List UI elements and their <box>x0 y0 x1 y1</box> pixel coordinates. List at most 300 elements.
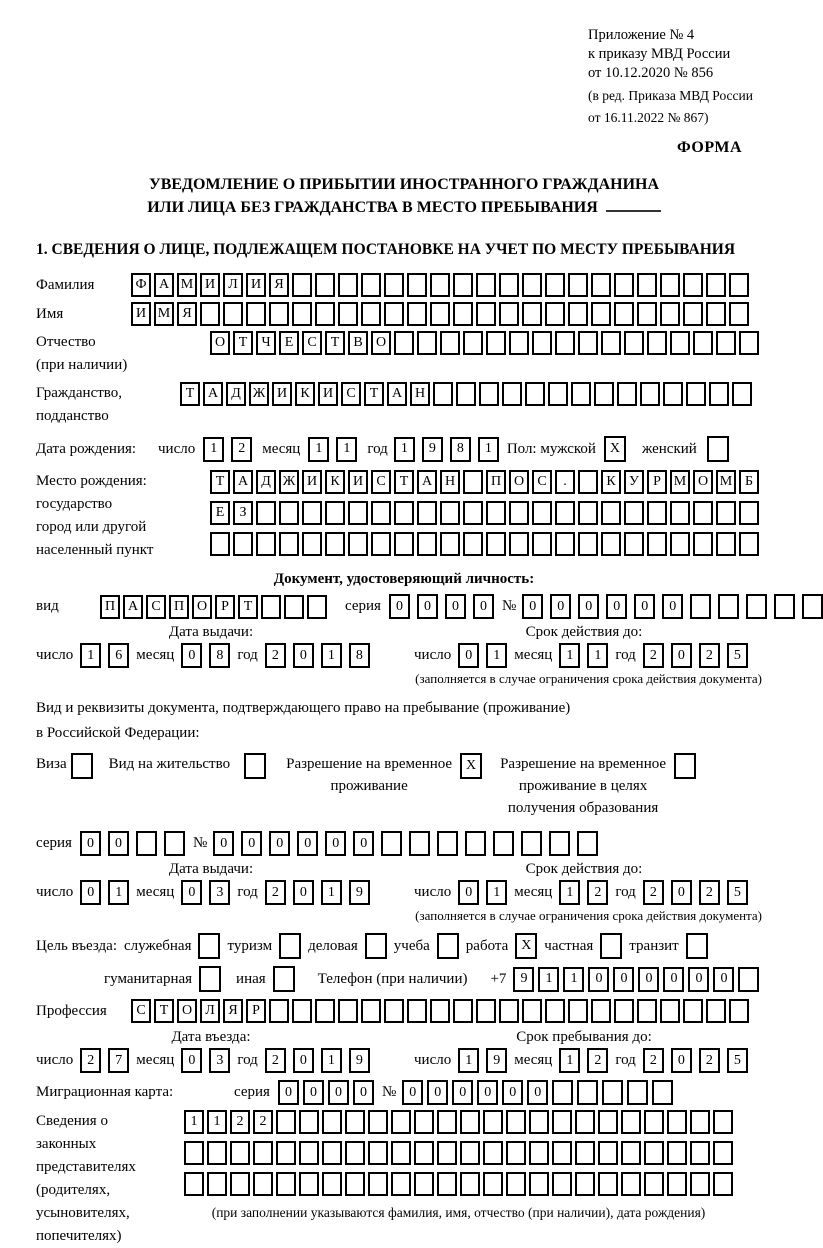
char-cell[interactable] <box>555 532 575 556</box>
char-cell[interactable] <box>361 999 381 1023</box>
char-cell[interactable] <box>660 273 680 297</box>
char-cell[interactable] <box>637 999 657 1023</box>
char-cell[interactable] <box>276 1141 296 1165</box>
char-cell[interactable] <box>256 532 276 556</box>
char-cell[interactable]: 0 <box>671 880 692 905</box>
char-cell[interactable]: 2 <box>265 643 286 668</box>
char-cell[interactable]: Т <box>154 999 174 1023</box>
char-cell[interactable]: С <box>302 331 322 355</box>
char-cell[interactable] <box>302 532 322 556</box>
char-cell[interactable] <box>713 1172 733 1196</box>
char-cell[interactable]: З <box>233 501 253 525</box>
char-cell[interactable] <box>739 501 759 525</box>
char-cell[interactable] <box>729 999 749 1023</box>
char-cell[interactable] <box>384 273 404 297</box>
char-cell[interactable]: 0 <box>297 831 318 856</box>
char-cell[interactable] <box>433 382 453 406</box>
char-cell[interactable]: 2 <box>231 437 252 462</box>
char-cell[interactable] <box>602 1080 623 1105</box>
char-cell[interactable] <box>614 999 634 1023</box>
char-cell[interactable] <box>600 933 622 959</box>
char-cell[interactable] <box>802 594 823 619</box>
char-cell[interactable] <box>598 1172 618 1196</box>
char-cell[interactable] <box>384 999 404 1023</box>
char-cell[interactable] <box>667 1172 687 1196</box>
char-cell[interactable] <box>690 594 711 619</box>
char-cell[interactable]: 0 <box>663 967 684 992</box>
char-cell[interactable] <box>707 436 729 462</box>
char-cell[interactable]: 1 <box>394 437 415 462</box>
char-cell[interactable]: 0 <box>427 1080 448 1105</box>
char-cell[interactable] <box>299 1110 319 1134</box>
char-cell[interactable] <box>532 532 552 556</box>
char-cell[interactable] <box>276 1172 296 1196</box>
char-cell[interactable] <box>614 273 634 297</box>
char-cell[interactable]: 2 <box>230 1110 250 1134</box>
char-cell[interactable]: У <box>624 470 644 494</box>
char-cell[interactable]: Н <box>440 470 460 494</box>
char-cell[interactable] <box>361 302 381 326</box>
char-cell[interactable]: Е <box>210 501 230 525</box>
char-cell[interactable] <box>483 1110 503 1134</box>
char-cell[interactable]: О <box>192 595 212 619</box>
char-cell[interactable]: 1 <box>559 1048 580 1073</box>
char-cell[interactable] <box>706 273 726 297</box>
char-cell[interactable] <box>746 594 767 619</box>
char-cell[interactable] <box>365 933 387 959</box>
char-cell[interactable]: М <box>177 273 197 297</box>
char-cell[interactable] <box>683 999 703 1023</box>
char-cell[interactable]: К <box>295 382 315 406</box>
char-cell[interactable] <box>414 1110 434 1134</box>
char-cell[interactable]: А <box>203 382 223 406</box>
char-cell[interactable]: X <box>515 933 537 959</box>
char-cell[interactable] <box>71 753 93 779</box>
char-cell[interactable]: Д <box>226 382 246 406</box>
char-cell[interactable]: И <box>348 470 368 494</box>
char-cell[interactable] <box>621 1141 641 1165</box>
char-cell[interactable]: 0 <box>613 967 634 992</box>
char-cell[interactable]: 2 <box>643 643 664 668</box>
char-cell[interactable]: 1 <box>207 1110 227 1134</box>
char-cell[interactable] <box>532 331 552 355</box>
char-cell[interactable] <box>522 302 542 326</box>
char-cell[interactable] <box>322 1110 342 1134</box>
char-cell[interactable] <box>502 382 522 406</box>
char-cell[interactable]: А <box>417 470 437 494</box>
char-cell[interactable]: 1 <box>203 437 224 462</box>
char-cell[interactable] <box>522 273 542 297</box>
char-cell[interactable] <box>368 1141 388 1165</box>
char-cell[interactable] <box>578 331 598 355</box>
char-cell[interactable]: А <box>387 382 407 406</box>
char-cell[interactable]: 1 <box>336 437 357 462</box>
char-cell[interactable] <box>279 501 299 525</box>
char-cell[interactable]: 0 <box>325 831 346 856</box>
char-cell[interactable] <box>299 1172 319 1196</box>
char-cell[interactable]: Т <box>394 470 414 494</box>
char-cell[interactable] <box>453 273 473 297</box>
char-cell[interactable] <box>269 302 289 326</box>
char-cell[interactable] <box>506 1141 526 1165</box>
char-cell[interactable] <box>716 331 736 355</box>
char-cell[interactable] <box>716 532 736 556</box>
char-cell[interactable] <box>591 302 611 326</box>
char-cell[interactable]: 0 <box>328 1080 349 1105</box>
char-cell[interactable] <box>391 1110 411 1134</box>
char-cell[interactable]: А <box>154 273 174 297</box>
char-cell[interactable] <box>322 1172 342 1196</box>
char-cell[interactable]: 1 <box>321 1048 342 1073</box>
char-cell[interactable] <box>568 273 588 297</box>
char-cell[interactable] <box>460 1110 480 1134</box>
char-cell[interactable] <box>368 1110 388 1134</box>
char-cell[interactable] <box>670 532 690 556</box>
char-cell[interactable] <box>621 1110 641 1134</box>
char-cell[interactable]: 0 <box>550 594 571 619</box>
char-cell[interactable] <box>230 1141 250 1165</box>
char-cell[interactable] <box>552 1110 572 1134</box>
char-cell[interactable]: Е <box>279 331 299 355</box>
char-cell[interactable] <box>273 966 295 992</box>
char-cell[interactable] <box>644 1110 664 1134</box>
char-cell[interactable] <box>713 1110 733 1134</box>
char-cell[interactable] <box>709 382 729 406</box>
char-cell[interactable] <box>391 1141 411 1165</box>
char-cell[interactable] <box>621 1172 641 1196</box>
char-cell[interactable] <box>660 999 680 1023</box>
char-cell[interactable]: Т <box>210 470 230 494</box>
char-cell[interactable] <box>414 1172 434 1196</box>
char-cell[interactable] <box>601 331 621 355</box>
char-cell[interactable] <box>690 1110 710 1134</box>
char-cell[interactable]: 0 <box>353 1080 374 1105</box>
char-cell[interactable] <box>371 501 391 525</box>
char-cell[interactable] <box>269 999 289 1023</box>
char-cell[interactable]: Д <box>256 470 276 494</box>
char-cell[interactable] <box>391 1172 411 1196</box>
char-cell[interactable] <box>244 753 266 779</box>
char-cell[interactable] <box>325 532 345 556</box>
char-cell[interactable] <box>552 1141 572 1165</box>
char-cell[interactable]: 1 <box>108 880 129 905</box>
char-cell[interactable] <box>394 501 414 525</box>
char-cell[interactable] <box>302 501 322 525</box>
char-cell[interactable]: Ф <box>131 273 151 297</box>
char-cell[interactable] <box>437 831 458 856</box>
char-cell[interactable] <box>338 302 358 326</box>
char-cell[interactable] <box>223 302 243 326</box>
char-cell[interactable] <box>532 501 552 525</box>
char-cell[interactable] <box>729 302 749 326</box>
char-cell[interactable] <box>292 999 312 1023</box>
char-cell[interactable]: Л <box>200 999 220 1023</box>
char-cell[interactable]: 2 <box>80 1048 101 1073</box>
char-cell[interactable]: 0 <box>588 967 609 992</box>
char-cell[interactable]: 0 <box>213 831 234 856</box>
char-cell[interactable]: 0 <box>671 643 692 668</box>
char-cell[interactable] <box>381 831 402 856</box>
char-cell[interactable] <box>693 331 713 355</box>
char-cell[interactable]: С <box>341 382 361 406</box>
char-cell[interactable]: Ж <box>279 470 299 494</box>
char-cell[interactable]: 0 <box>181 1048 202 1073</box>
char-cell[interactable]: М <box>716 470 736 494</box>
char-cell[interactable] <box>345 1141 365 1165</box>
char-cell[interactable] <box>453 999 473 1023</box>
char-cell[interactable] <box>456 382 476 406</box>
char-cell[interactable]: 1 <box>308 437 329 462</box>
char-cell[interactable]: 2 <box>587 880 608 905</box>
char-cell[interactable]: О <box>210 331 230 355</box>
char-cell[interactable] <box>594 382 614 406</box>
char-cell[interactable]: 1 <box>587 643 608 668</box>
char-cell[interactable] <box>509 331 529 355</box>
char-cell[interactable] <box>706 302 726 326</box>
char-cell[interactable] <box>652 1080 673 1105</box>
char-cell[interactable]: 0 <box>458 880 479 905</box>
char-cell[interactable]: X <box>604 436 626 462</box>
char-cell[interactable] <box>577 1080 598 1105</box>
char-cell[interactable]: 0 <box>578 594 599 619</box>
char-cell[interactable] <box>233 532 253 556</box>
char-cell[interactable] <box>198 933 220 959</box>
char-cell[interactable]: 5 <box>727 1048 748 1073</box>
char-cell[interactable]: 1 <box>184 1110 204 1134</box>
char-cell[interactable]: 0 <box>638 967 659 992</box>
char-cell[interactable]: 0 <box>269 831 290 856</box>
char-cell[interactable] <box>486 532 506 556</box>
char-cell[interactable] <box>738 967 759 992</box>
char-cell[interactable]: О <box>509 470 529 494</box>
char-cell[interactable] <box>598 1110 618 1134</box>
char-cell[interactable]: 1 <box>559 880 580 905</box>
char-cell[interactable] <box>453 302 473 326</box>
char-cell[interactable] <box>246 302 266 326</box>
char-cell[interactable] <box>325 501 345 525</box>
char-cell[interactable]: 0 <box>713 967 734 992</box>
char-cell[interactable]: 3 <box>209 880 230 905</box>
char-cell[interactable]: О <box>371 331 391 355</box>
char-cell[interactable]: 0 <box>688 967 709 992</box>
char-cell[interactable]: В <box>348 331 368 355</box>
char-cell[interactable]: П <box>486 470 506 494</box>
char-cell[interactable] <box>683 273 703 297</box>
char-cell[interactable]: 0 <box>108 831 129 856</box>
char-cell[interactable]: 0 <box>181 880 202 905</box>
char-cell[interactable] <box>601 532 621 556</box>
char-cell[interactable] <box>463 470 483 494</box>
char-cell[interactable] <box>199 966 221 992</box>
char-cell[interactable] <box>739 331 759 355</box>
char-cell[interactable]: 0 <box>181 643 202 668</box>
char-cell[interactable] <box>483 1141 503 1165</box>
char-cell[interactable]: 1 <box>486 880 507 905</box>
char-cell[interactable] <box>361 273 381 297</box>
char-cell[interactable]: 2 <box>265 1048 286 1073</box>
char-cell[interactable] <box>299 1141 319 1165</box>
char-cell[interactable] <box>338 273 358 297</box>
char-cell[interactable]: И <box>318 382 338 406</box>
char-cell[interactable] <box>568 302 588 326</box>
char-cell[interactable] <box>640 382 660 406</box>
char-cell[interactable]: О <box>693 470 713 494</box>
char-cell[interactable] <box>136 831 157 856</box>
char-cell[interactable] <box>644 1172 664 1196</box>
char-cell[interactable] <box>529 1110 549 1134</box>
char-cell[interactable]: 0 <box>527 1080 548 1105</box>
char-cell[interactable] <box>493 831 514 856</box>
char-cell[interactable]: 1 <box>563 967 584 992</box>
char-cell[interactable]: 2 <box>253 1110 273 1134</box>
char-cell[interactable]: 0 <box>293 1048 314 1073</box>
char-cell[interactable]: 1 <box>486 643 507 668</box>
char-cell[interactable] <box>371 532 391 556</box>
char-cell[interactable] <box>460 1172 480 1196</box>
char-cell[interactable]: И <box>246 273 266 297</box>
char-cell[interactable] <box>670 501 690 525</box>
char-cell[interactable] <box>384 302 404 326</box>
char-cell[interactable] <box>552 1080 573 1105</box>
char-cell[interactable]: 0 <box>445 594 466 619</box>
char-cell[interactable] <box>647 501 667 525</box>
char-cell[interactable] <box>292 302 312 326</box>
char-cell[interactable]: Т <box>238 595 258 619</box>
char-cell[interactable] <box>575 1141 595 1165</box>
char-cell[interactable]: 2 <box>643 1048 664 1073</box>
char-cell[interactable] <box>693 532 713 556</box>
char-cell[interactable]: Р <box>246 999 266 1023</box>
char-cell[interactable]: 0 <box>402 1080 423 1105</box>
char-cell[interactable] <box>555 331 575 355</box>
char-cell[interactable]: 0 <box>634 594 655 619</box>
char-cell[interactable] <box>718 594 739 619</box>
char-cell[interactable]: 1 <box>321 880 342 905</box>
char-cell[interactable] <box>414 1141 434 1165</box>
char-cell[interactable]: 9 <box>349 880 370 905</box>
char-cell[interactable] <box>279 532 299 556</box>
char-cell[interactable]: 0 <box>241 831 262 856</box>
char-cell[interactable]: 3 <box>209 1048 230 1073</box>
char-cell[interactable] <box>575 1172 595 1196</box>
char-cell[interactable]: 9 <box>486 1048 507 1073</box>
char-cell[interactable]: 7 <box>108 1048 129 1073</box>
char-cell[interactable] <box>437 1141 457 1165</box>
char-cell[interactable]: 2 <box>643 880 664 905</box>
char-cell[interactable] <box>548 382 568 406</box>
char-cell[interactable]: Л <box>223 273 243 297</box>
char-cell[interactable] <box>667 1110 687 1134</box>
char-cell[interactable] <box>670 331 690 355</box>
char-cell[interactable]: 0 <box>473 594 494 619</box>
char-cell[interactable] <box>509 501 529 525</box>
char-cell[interactable]: С <box>532 470 552 494</box>
char-cell[interactable] <box>417 501 437 525</box>
char-cell[interactable] <box>276 1110 296 1134</box>
char-cell[interactable] <box>525 382 545 406</box>
char-cell[interactable] <box>368 1172 388 1196</box>
char-cell[interactable] <box>256 501 276 525</box>
char-cell[interactable] <box>614 302 634 326</box>
char-cell[interactable]: А <box>123 595 143 619</box>
char-cell[interactable] <box>577 831 598 856</box>
char-cell[interactable] <box>509 532 529 556</box>
char-cell[interactable]: Т <box>364 382 384 406</box>
char-cell[interactable] <box>315 999 335 1023</box>
char-cell[interactable]: О <box>177 999 197 1023</box>
char-cell[interactable] <box>465 831 486 856</box>
char-cell[interactable] <box>348 501 368 525</box>
char-cell[interactable] <box>549 831 570 856</box>
char-cell[interactable] <box>437 1110 457 1134</box>
char-cell[interactable]: Я <box>223 999 243 1023</box>
char-cell[interactable]: 0 <box>606 594 627 619</box>
char-cell[interactable] <box>483 1172 503 1196</box>
char-cell[interactable] <box>407 302 427 326</box>
char-cell[interactable]: 2 <box>699 880 720 905</box>
char-cell[interactable] <box>627 1080 648 1105</box>
char-cell[interactable] <box>184 1172 204 1196</box>
char-cell[interactable]: 2 <box>699 1048 720 1073</box>
char-cell[interactable]: Р <box>647 470 667 494</box>
char-cell[interactable] <box>690 1172 710 1196</box>
char-cell[interactable]: 1 <box>80 643 101 668</box>
char-cell[interactable] <box>568 999 588 1023</box>
char-cell[interactable] <box>529 1172 549 1196</box>
char-cell[interactable] <box>409 831 430 856</box>
char-cell[interactable] <box>774 594 795 619</box>
char-cell[interactable] <box>667 1141 687 1165</box>
char-cell[interactable] <box>545 273 565 297</box>
char-cell[interactable]: 1 <box>321 643 342 668</box>
char-cell[interactable] <box>207 1141 227 1165</box>
char-cell[interactable] <box>476 302 496 326</box>
char-cell[interactable]: Я <box>269 273 289 297</box>
char-cell[interactable]: 0 <box>452 1080 473 1105</box>
char-cell[interactable] <box>164 831 185 856</box>
char-cell[interactable] <box>486 331 506 355</box>
char-cell[interactable] <box>578 532 598 556</box>
char-cell[interactable]: 1 <box>478 437 499 462</box>
char-cell[interactable] <box>637 302 657 326</box>
char-cell[interactable] <box>545 999 565 1023</box>
char-cell[interactable] <box>739 532 759 556</box>
char-cell[interactable] <box>407 999 427 1023</box>
char-cell[interactable] <box>307 595 327 619</box>
char-cell[interactable] <box>693 501 713 525</box>
char-cell[interactable] <box>729 273 749 297</box>
char-cell[interactable]: 8 <box>349 643 370 668</box>
char-cell[interactable] <box>394 532 414 556</box>
char-cell[interactable]: 5 <box>727 880 748 905</box>
char-cell[interactable] <box>315 273 335 297</box>
char-cell[interactable] <box>417 532 437 556</box>
char-cell[interactable] <box>598 1141 618 1165</box>
char-cell[interactable] <box>292 273 312 297</box>
char-cell[interactable] <box>345 1110 365 1134</box>
char-cell[interactable] <box>506 1172 526 1196</box>
char-cell[interactable]: К <box>325 470 345 494</box>
char-cell[interactable] <box>552 1172 572 1196</box>
char-cell[interactable]: Я <box>177 302 197 326</box>
char-cell[interactable] <box>644 1141 664 1165</box>
char-cell[interactable]: 0 <box>353 831 374 856</box>
char-cell[interactable] <box>230 1172 250 1196</box>
char-cell[interactable]: 0 <box>502 1080 523 1105</box>
char-cell[interactable] <box>253 1141 273 1165</box>
char-cell[interactable]: 0 <box>522 594 543 619</box>
char-cell[interactable] <box>210 532 230 556</box>
